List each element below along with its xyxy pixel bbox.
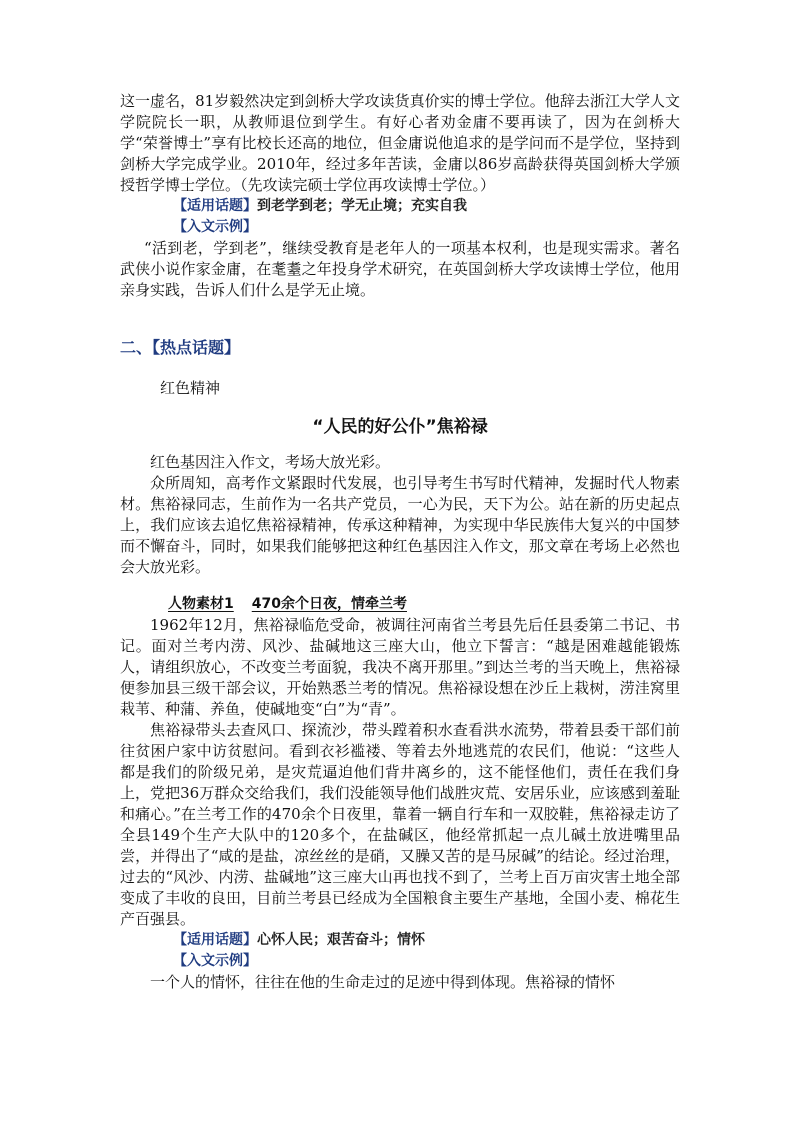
example-label: 【入文示例】 bbox=[173, 219, 257, 235]
material-heading bbox=[168, 594, 680, 615]
material-paragraph-1: 1962年12月，焦裕禄临危受命，被调往河南省兰考县先后任县委第二书记、书记。面对兰考内涝、风沙、盐碱地这三座大山，他立下誓言：“越是困难越能锻炼人，请组织放心，不改变兰考面貌，我决不离开那里。”到达兰考的当天晚上，焦裕禄便参加县三级干部会议，开始熟悉兰考的情况。焦裕禄设想在沙丘上栽树，涝洼窝里栽苇、种蒲、养鱼，使碱地变“白”为“青”。 bbox=[120, 616, 680, 718]
topic-label-2: 【适用话题】 bbox=[173, 932, 257, 948]
jinyong-paragraph: 这一虚名，81岁毅然决定到剑桥大学攻读货真价实的博士学位。他辞去浙江大学人文学院院长一职，从教师退位到学生。有好心者劝金庸不要再读了，因为在剑桥大学“荣誉博士”享有比校长还高的地位，但金庸说他追求的是学问而不是学位，坚持到剑桥大学完成学业。2010年，经过多年苦读，金庸以86岁高龄获得英国剑桥大学颁授哲学博士学位。（先攻读完硕士学位再攻读博士学位。） bbox=[120, 92, 680, 194]
topic-label: 【适用话题】 bbox=[173, 198, 257, 214]
topic-value: 到老学到老；学无止境；充实自我 bbox=[257, 198, 467, 214]
example-text-2: 一个人的情怀，往往在他的生命走过的足迹中得到体现。焦裕禄的情怀 bbox=[150, 973, 616, 991]
example-text: “活到老，学到老”，继续受教育是老年人的一项基本权利，也是现实需求。著名武侠小说作家金庸，在耄耋之年投身学术研究，在英国剑桥大学攻读博士学位，他用亲身实践，告诉人们什么是学无止境。 bbox=[120, 239, 680, 299]
material-label: 人物素材1 bbox=[168, 596, 234, 612]
topic-line bbox=[173, 196, 680, 217]
topic-value-2: 心怀人民；艰苦奋斗；情怀 bbox=[257, 932, 425, 948]
document-page bbox=[120, 91, 680, 993]
section-heading: 二、【热点话题】 bbox=[120, 338, 241, 357]
intro-line: 红色基因注入作文，考场大放光彩。 bbox=[150, 453, 391, 471]
material-title: 470余个日夜，情牵兰考 bbox=[251, 596, 407, 612]
section-subheading: 红色精神 bbox=[160, 379, 221, 397]
material-paragraph-2: 焦裕禄带头去查风口、探流沙，带头蹚着积水查看洪水流势，带着县委干部们前往贫困户家中访贫慰问。看到衣衫褴褛、等着去外地逃荒的农民们，他说：“这些人都是我们的阶级兄弟，是灾荒逼迫他们背井离乡的，这不能怪他们，责任在我们身上，党把36万群众交给我们，我们没能领导他们战胜灾荒、安居乐业，应该感到羞耻和痛心。”在兰考工作的470余个日夜里，靠着一辆自行车和一双胶鞋，焦裕禄走访了全县149个生产大队中的120多个，在盐碱区，他经常抓起一点儿碱土放进嘴里品尝，并得出了“咸的是盐，凉丝丝的是硝，又臊又苦的是马尿碱”的结论。经过治理，过去的“风沙、内涝、盐碱地”这三座大山再也找不到了，兰考上百万亩灾害土地全部变成了丰收的良田，目前兰考县已经成为全国粮食主要生产基地，全国小麦、棉花生产百强县。 bbox=[120, 721, 680, 928]
example-label-2: 【入文示例】 bbox=[173, 953, 257, 969]
intro-paragraph: 众所周知，高考作文紧跟时代发展，也引导考生书写时代精神，发掘时代人物素材。焦裕禄同志，生前作为一名共产党员，一心为民，天下为公。站在新的历史起点上，我们应该去追忆焦裕禄精神，传承这种精神，为实现中华民族伟大复兴的中国梦而不懈奋斗，同时，如果我们能够把这种红色基因注入作文，那文章在考场上必然也会大放光彩。 bbox=[120, 474, 680, 576]
topic-line-2 bbox=[173, 930, 680, 951]
article-title: “人民的好公仆”焦裕禄 bbox=[312, 417, 488, 437]
